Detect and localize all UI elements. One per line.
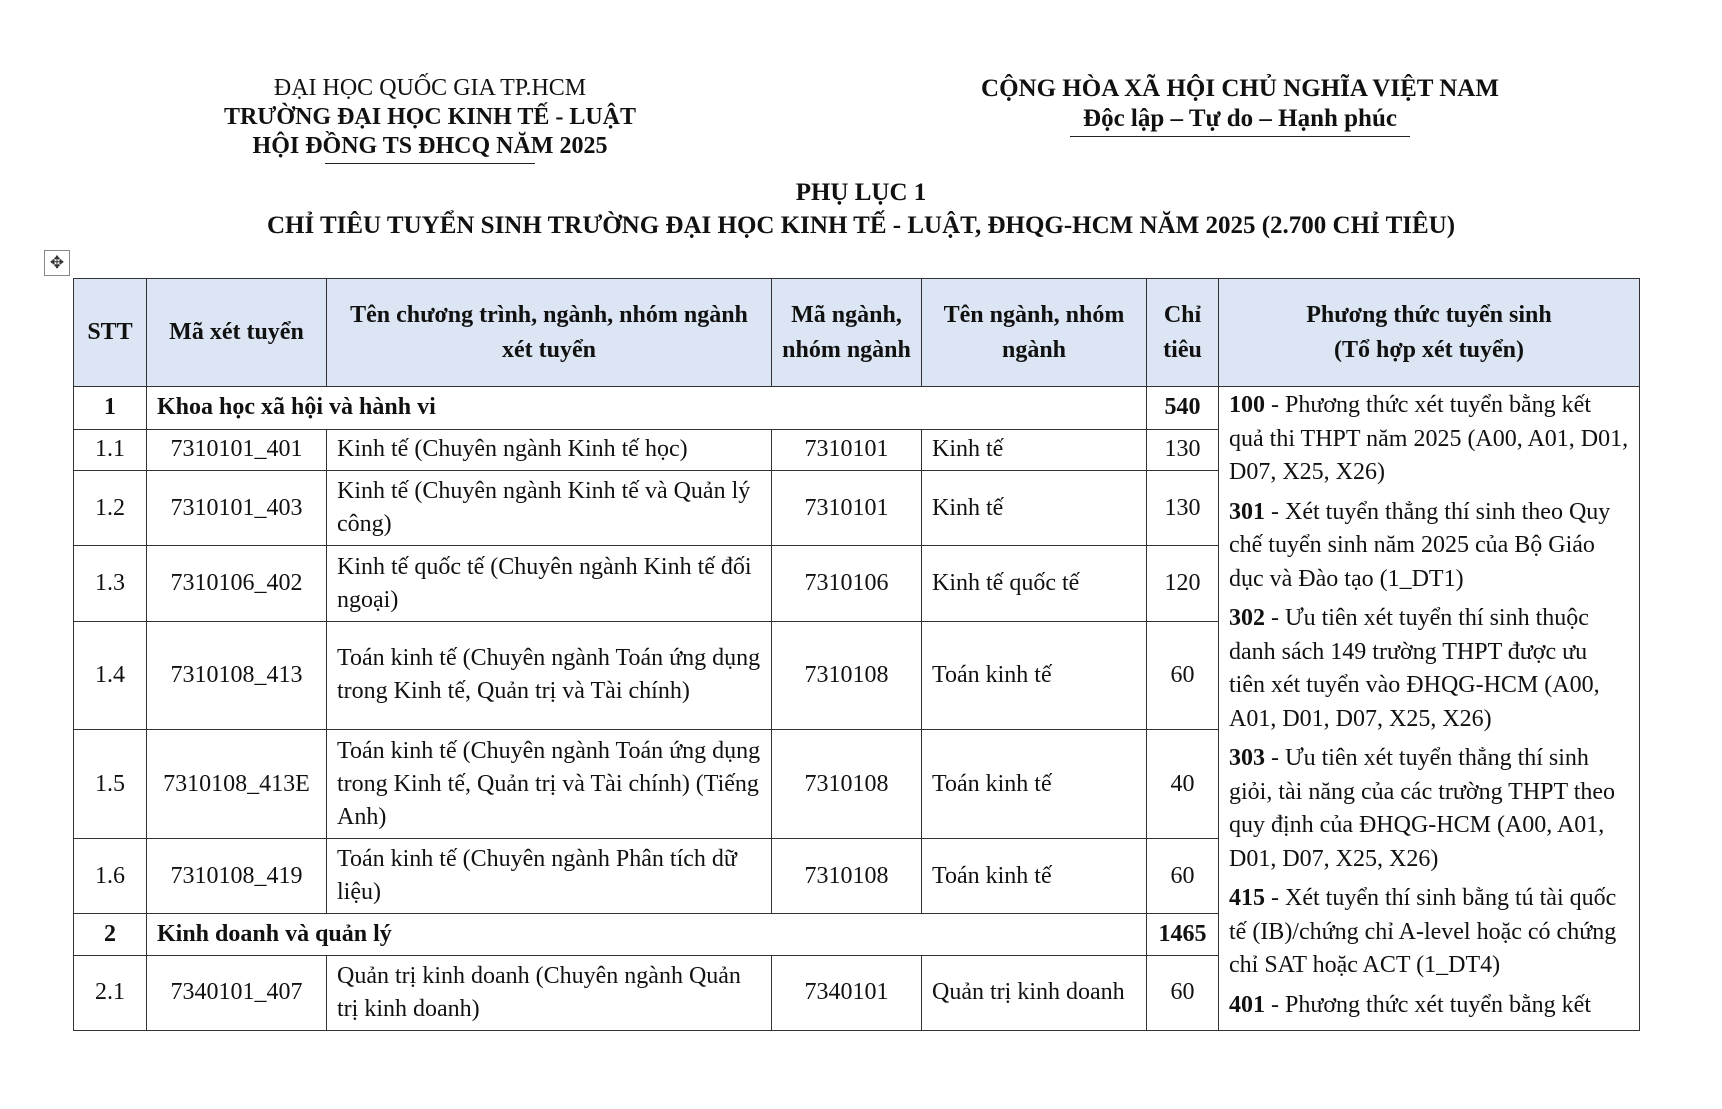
- method-code: 302: [1229, 605, 1265, 631]
- cell-program-name: Toán kinh tế (Chuyên ngành Toán ứng dụng trong Kinh tế, Quản trị và Tài chính) (Tiếng Anh): [327, 730, 772, 839]
- method-code: 401: [1229, 991, 1265, 1018]
- country-name: CỘNG HÒA XÃ HỘI CHỦ NGHĨA VIỆT NAM: [981, 75, 1499, 102]
- cell-program-name: Toán kinh tế (Chuyên ngành Toán ứng dụng trong Kinh tế, Quản trị và Tài chính): [327, 621, 772, 730]
- cell-quota: 40: [1147, 730, 1219, 839]
- method-item: [1229, 389, 1629, 490]
- cell-program-name: Kinh tế (Chuyên ngành Kinh tế và Quản lý công): [327, 471, 772, 546]
- admission-methods-cell: [1219, 387, 1640, 1031]
- cell-major-code: 7310108: [772, 730, 922, 839]
- header-left-underline: [325, 163, 535, 164]
- cell-admission-code: 7310101_403: [147, 471, 327, 546]
- header-admission-code: Mã xét tuyển: [147, 279, 327, 387]
- document-title: [0, 176, 1722, 242]
- cell-major-code: 7310106: [772, 546, 922, 621]
- method-item: [1229, 882, 1629, 983]
- table-move-handle-icon[interactable]: ✥: [44, 250, 70, 276]
- method-text: - Phương thức xét tuyển bằng kết quả thi THPT năm 2025 (A00, A01, D01, D07, X25, X26): [1229, 392, 1629, 485]
- group-row: [74, 387, 1640, 430]
- cell-admission-code: 7310106_402: [147, 546, 327, 621]
- cell-major-code: 7310108: [772, 838, 922, 913]
- motto: Độc lập – Tự do – Hạnh phúc: [1083, 105, 1397, 132]
- group-quota: 540: [1147, 387, 1219, 430]
- group-stt: 2: [74, 914, 147, 956]
- method-item: [1229, 742, 1629, 876]
- header-admission-method-line2: (Tổ hợp xét tuyển): [1334, 336, 1524, 363]
- issuing-authority-block: [180, 74, 680, 164]
- cell-quota: 130: [1147, 471, 1219, 546]
- cell-major-name: Quản trị kinh doanh: [922, 955, 1147, 1030]
- cell-major-name: Kinh tế: [922, 429, 1147, 471]
- method-code: 301: [1229, 498, 1265, 525]
- cell-program-name: Kinh tế quốc tế (Chuyên ngành Kinh tế đối ngoại): [327, 546, 772, 621]
- header-quota: Chỉ tiêu: [1147, 279, 1219, 387]
- council-name: HỘI ĐỒNG TS ĐHCQ NĂM 2025: [252, 133, 608, 159]
- cell-stt: 1.3: [74, 546, 147, 621]
- cell-major-code: 7340101: [772, 955, 922, 1030]
- admission-quota-table: [73, 278, 1640, 1031]
- group-quota: 1465: [1147, 914, 1219, 956]
- cell-quota: 60: [1147, 838, 1219, 913]
- cell-stt: 2.1: [74, 955, 147, 1030]
- cell-major-name: Toán kinh tế: [922, 621, 1147, 730]
- method-text: - Phương thức xét tuyển bằng kết: [1265, 991, 1591, 1018]
- cell-program-name: Quản trị kinh doanh (Chuyên ngành Quản trị kinh doanh): [327, 955, 772, 1030]
- header-major-name: Tên ngành, nhóm ngành: [922, 279, 1147, 387]
- cell-stt: 1.5: [74, 730, 147, 839]
- cell-admission-code: 7340101_407: [147, 955, 327, 1030]
- group-stt: 1: [74, 387, 147, 430]
- appendix-label: PHỤ LỤC 1: [795, 179, 927, 206]
- cell-stt: 1.4: [74, 621, 147, 730]
- university-name: ĐẠI HỌC QUỐC GIA TP.HCM: [273, 75, 587, 101]
- table-header-row: [74, 279, 1640, 387]
- method-text: - Ưu tiên xét tuyển thí sinh thuộc danh sách 149 trường THPT được ưu tiên xét tuyển vào ĐHQG-HCM (A00, A01, D01, D07, X25, X26): [1229, 605, 1600, 732]
- cell-stt: 1.1: [74, 429, 147, 471]
- cell-major-code: 7310101: [772, 429, 922, 471]
- method-item: [1229, 989, 1629, 1023]
- method-code: 303: [1229, 745, 1265, 771]
- header-program-name: Tên chương trình, ngành, nhóm ngành xét tuyển: [327, 279, 772, 387]
- cell-admission-code: 7310101_401: [147, 429, 327, 471]
- group-name: Kinh doanh và quản lý: [147, 914, 1147, 956]
- header-admission-method-line1: Phương thức tuyển sinh: [1306, 301, 1552, 328]
- national-motto-block: [960, 74, 1520, 137]
- cell-program-name: Toán kinh tế (Chuyên ngành Phân tích dữ liệu): [327, 838, 772, 913]
- cell-major-name: Kinh tế: [922, 471, 1147, 546]
- cell-major-name: Toán kinh tế: [922, 730, 1147, 839]
- method-item: [1229, 602, 1629, 736]
- cell-quota: 60: [1147, 955, 1219, 1030]
- cell-stt: 1.6: [74, 838, 147, 913]
- cell-major-code: 7310101: [772, 471, 922, 546]
- school-name: TRƯỜNG ĐẠI HỌC KINH TẾ - LUẬT: [223, 104, 637, 130]
- method-text: - Ưu tiên xét tuyển thẳng thí sinh giỏi, tài năng của các trường THPT theo quy định của ĐHQG-HCM (A00, A01, D01, D07, X25, X26): [1229, 745, 1616, 872]
- cell-admission-code: 7310108_413: [147, 621, 327, 730]
- cell-quota: 130: [1147, 429, 1219, 471]
- cell-major-name: Toán kinh tế: [922, 838, 1147, 913]
- cell-major-name: Kinh tế quốc tế: [922, 546, 1147, 621]
- cell-program-name: Kinh tế (Chuyên ngành Kinh tế học): [327, 429, 772, 471]
- method-code: 100: [1229, 392, 1265, 418]
- cell-quota: 60: [1147, 621, 1219, 730]
- header-major-code: Mã ngành, nhóm ngành: [772, 279, 922, 387]
- motto-underline: [1070, 136, 1410, 137]
- cell-stt: 1.2: [74, 471, 147, 546]
- cell-admission-code: 7310108_413E: [147, 730, 327, 839]
- cell-major-code: 7310108: [772, 621, 922, 730]
- header-admission-method: [1219, 279, 1640, 387]
- cell-admission-code: 7310108_419: [147, 838, 327, 913]
- method-text: - Xét tuyển thẳng thí sinh theo Quy chế tuyển sinh năm 2025 của Bộ Giáo dục và Đào tạo (1_DT1): [1229, 498, 1611, 592]
- header-stt: STT: [74, 279, 147, 387]
- cell-quota: 120: [1147, 546, 1219, 621]
- group-name: Khoa học xã hội và hành vi: [147, 387, 1147, 430]
- appendix-heading: CHỈ TIÊU TUYỂN SINH TRƯỜNG ĐẠI HỌC KINH TẾ - LUẬT, ĐHQG-HCM NĂM 2025 (2.700 CHỈ TIÊU): [266, 212, 1456, 239]
- method-text: - Xét tuyển thí sinh bằng tú tài quốc tế (IB)/chứng chỉ A-level hoặc có chứng chỉ SAT hoặc ACT (1_DT4): [1229, 885, 1617, 978]
- method-code: 415: [1229, 885, 1265, 911]
- method-item: [1229, 496, 1629, 597]
